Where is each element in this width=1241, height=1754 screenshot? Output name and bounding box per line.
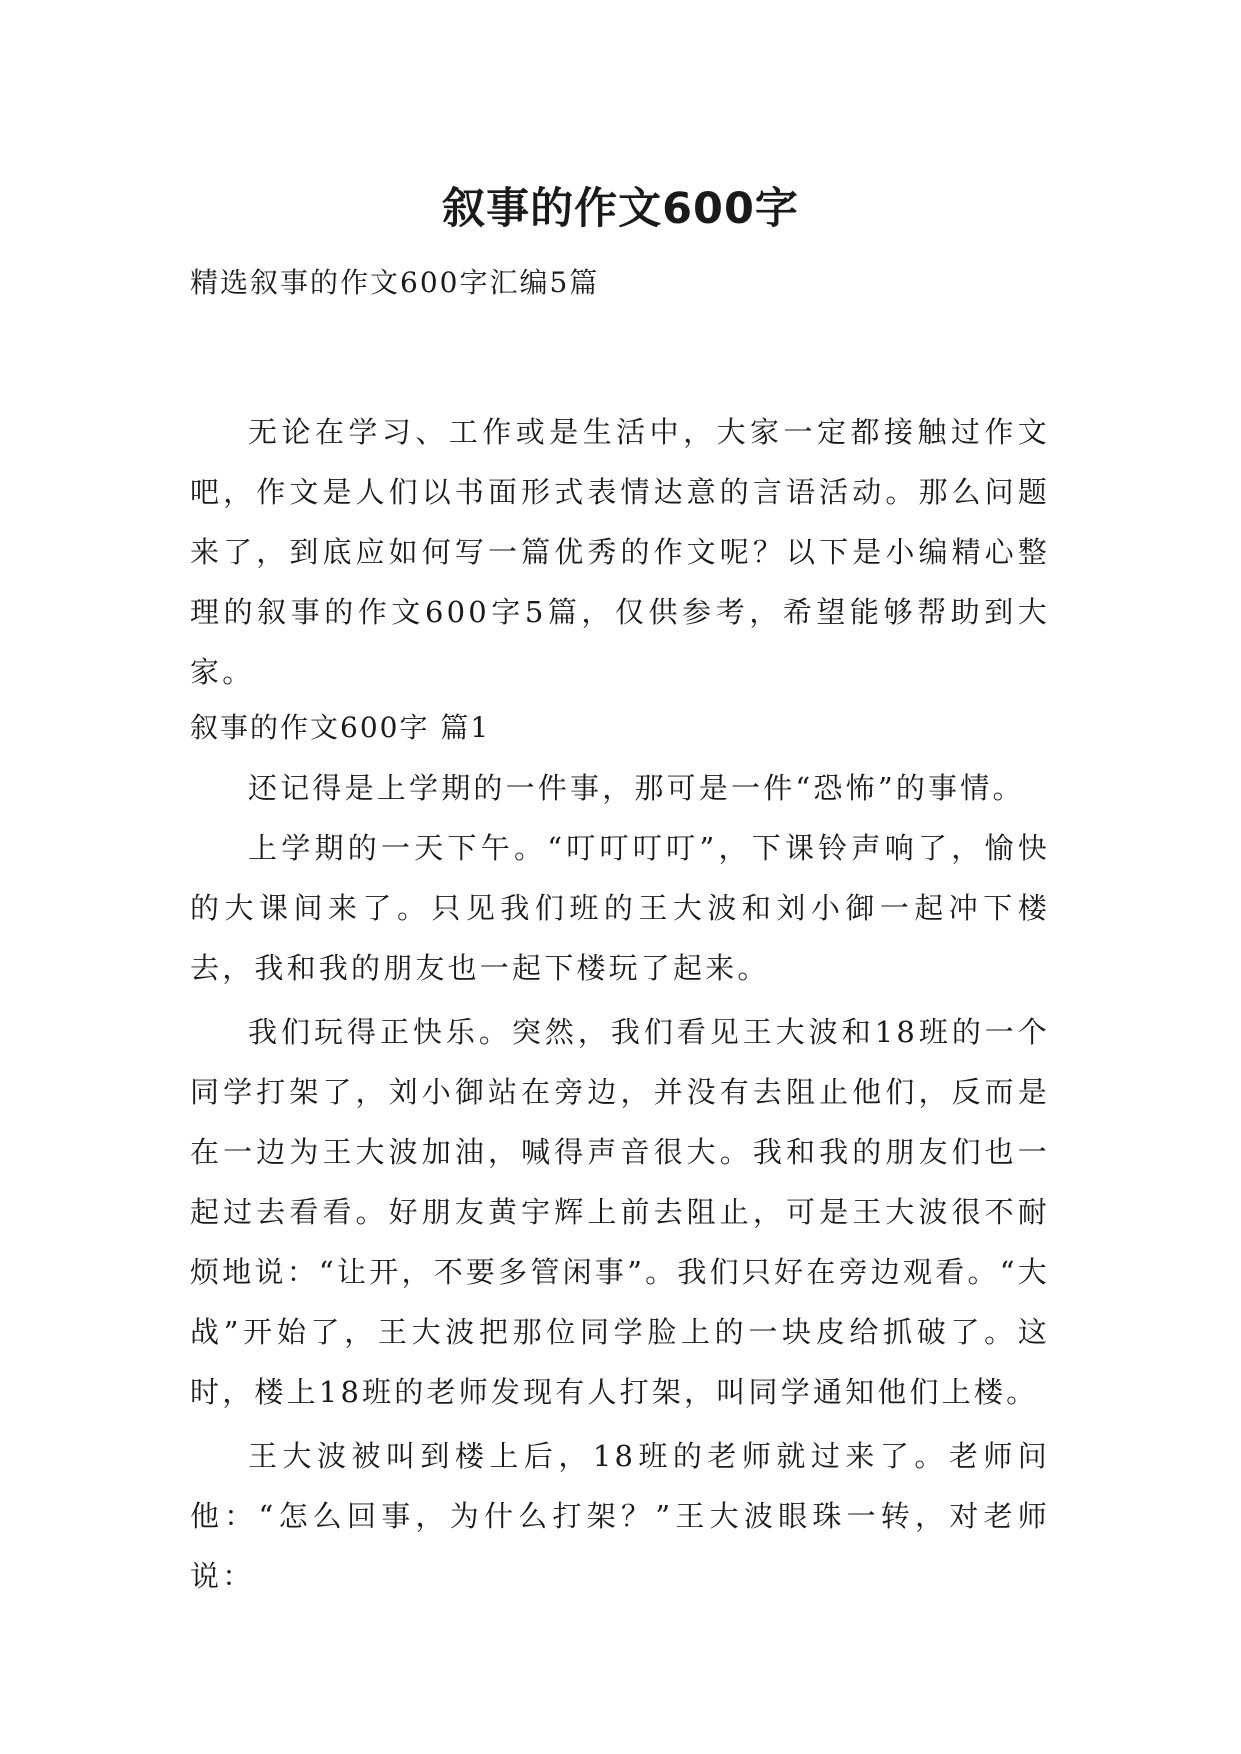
body-paragraph: 还记得是上学期的一件事，那可是一件“恐怖”的事情。: [248, 771, 1025, 805]
document-subtitle: 精选叙事的作文600字汇编5篇: [190, 266, 600, 299]
body-paragraph: 我们玩得正快乐。突然，我们看见王大波和18班的一个同学打架了，刘小御站在旁边，并没有去阻止他们，反而是在一边为王大波加油，喊得声音很大。我和我的朋友们也一起过去看看。好朋友黄宇辉上前去阻止，可是王大波很不耐烦地说：“让开，不要多管闲事”。我们只好在旁边观看。“大战”开始了，王大波把那位同学脸上的一块皮给抓破了。这时，楼上18班的老师发现有人打架，叫同学通知他们上楼。: [190, 1015, 1050, 1409]
document-body: [190, 402, 1050, 1606]
section-heading: 叙事的作文600字 篇1: [190, 711, 491, 744]
body-paragraph: 王大波被叫到楼上后，18班的老师就过来了。老师问他：“怎么回事，为什么打架？”王大波眼珠一转，对老师说：: [190, 1439, 1050, 1593]
document-title: 叙事的作文600字: [442, 183, 799, 234]
intro-paragraph: 无论在学习、工作或是生活中，大家一定都接触过作文吧，作文是人们以书面形式表情达意的言语活动。那么问题来了，到底应如何写一篇优秀的作文呢？以下是小编精心整理的叙事的作文600字5篇，仅供参考，希望能够帮助到大家。: [190, 415, 1050, 689]
body-paragraph: 上学期的一天下午。“叮叮叮叮”，下课铃声响了，愉快的大课间来了。只见我们班的王大波和刘小御一起冲下楼去，我和我的朋友也一起下楼玩了起来。: [190, 831, 1050, 985]
